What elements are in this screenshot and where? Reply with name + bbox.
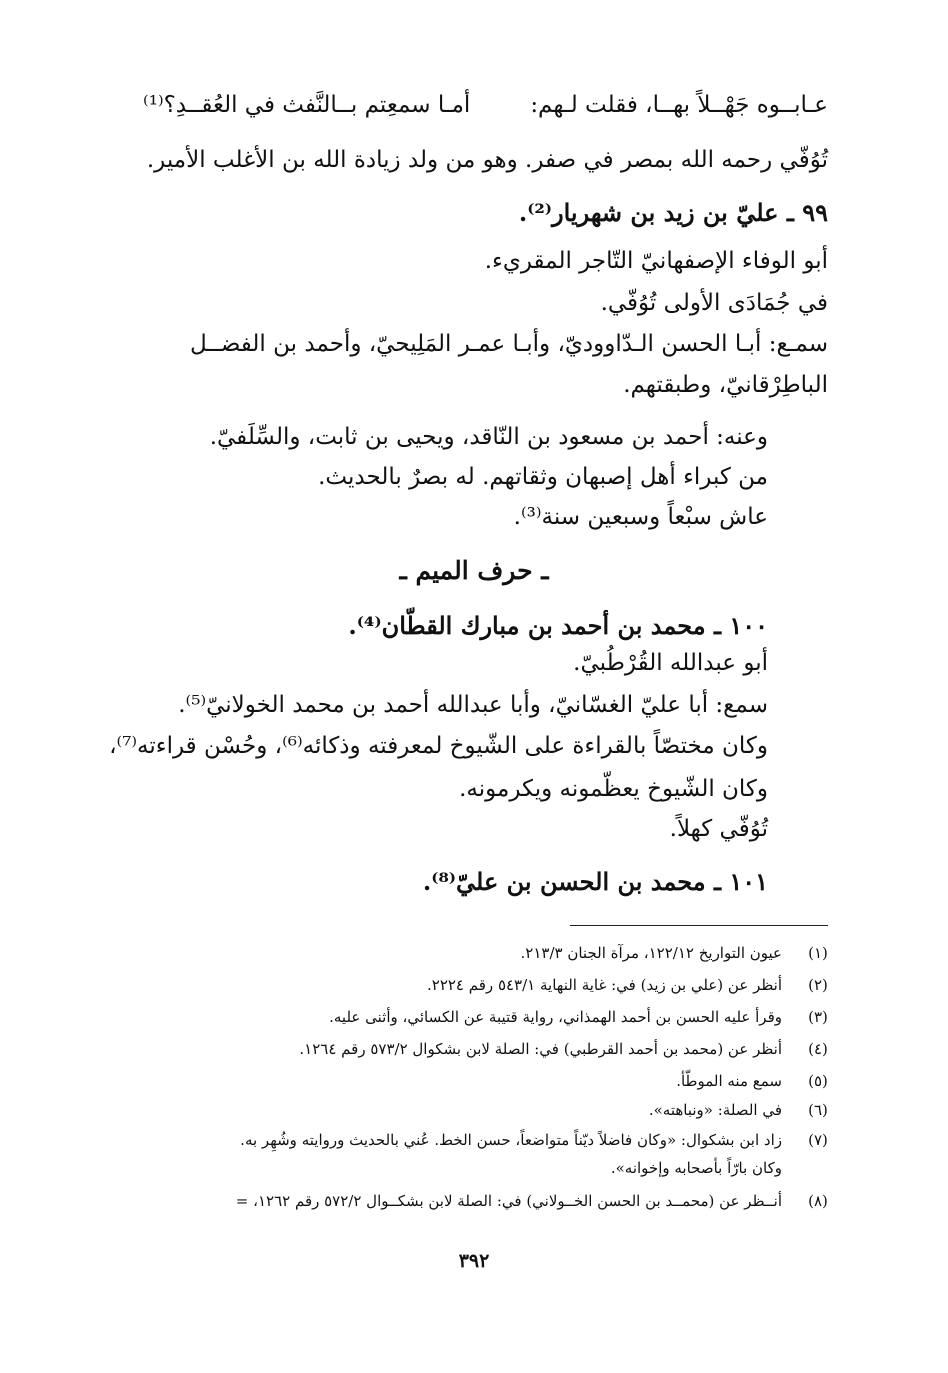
entry-heading: ١٠١ ـ محمد بن الحسن بن عليّ⁽⁸⁾. xyxy=(422,867,768,896)
body-line: وكان مختصّاً بالقراءة على الشّيوخ لمعرفته وذكائه⁽⁶⁾، وحُسْن قراءته⁽⁷⁾، xyxy=(109,733,768,759)
footnote-number: (٦) xyxy=(808,1101,828,1119)
page-number: ٣٩٢ xyxy=(458,1250,490,1272)
footnote-text: أنــظر عن (محمــد بن الحسن الخــولاني) في: الصلة لابن بشكــوال ٥٧٢/٢ رقم ١٢٦٢، = xyxy=(235,1192,782,1210)
footnote-text: سمع منه الموطّأ. xyxy=(676,1072,782,1090)
body-line: وعنه: أحمد بن مسعود بن النّاقد، ويحيى بن ثابت، والسِّلَفيّ. xyxy=(209,424,768,450)
footnote-text: أنظر عن (علي بن زيد) في: غاية النهاية ٥٤٣/١ رقم ٢٢٢٤. xyxy=(426,976,782,994)
body-line: وكان الشّيوخ يعظّمونه ويكرمونه. xyxy=(459,776,768,802)
entry-heading: ٩٩ ـ عليّ بن زيد بن شهريار⁽²⁾. xyxy=(518,198,828,227)
footnote-text: أنظر عن (محمد بن أحمد القرطبي) في: الصلة لابن بشكوال ٥٧٣/٢ رقم ١٢٦٤. xyxy=(299,1040,782,1058)
footnote-number: (٣) xyxy=(808,1008,828,1026)
footnote-text: زاد ابن بشكوال: «وكان فاضلاً ديّناً متواضعاً، حسن الخط. عُني بالحديث وروايته وشُهِر به. xyxy=(240,1131,782,1149)
verse-second-hemistich: أمـا سمعِتم بــالنَّفث في العُقــدِ؟⁽¹⁾ xyxy=(143,92,471,118)
footnote-number: (٧) xyxy=(808,1131,828,1149)
verse-line xyxy=(143,92,828,120)
footnote-text: في الصلة: «ونباهته». xyxy=(648,1101,782,1119)
entry-heading: ١٠٠ ـ محمد بن أحمد بن مبارك القطّان⁽⁴⁾. xyxy=(348,611,768,640)
footnote-separator xyxy=(570,925,828,926)
body-line: من كبراء أهل إصبهان وثقاتهم. له بصرٌ بالحديث. xyxy=(318,464,768,490)
footnote-number: (٥) xyxy=(808,1072,828,1090)
footnote-text: عيون التواريخ ١٢٢/١٢، مرآة الجنان ٢١٣/٣. xyxy=(520,944,782,962)
body-line: سمـع: أبـا الحسن الـدّاووديّ، وأبـا عمـر المَلِيحيّ، وأحمد بن الفضــل xyxy=(189,331,828,357)
footnote-number: (٨) xyxy=(808,1192,828,1210)
footnote-number: (٤) xyxy=(808,1040,828,1058)
footnote-number: (١) xyxy=(808,944,828,962)
body-line: تُوُفّي كهلاً. xyxy=(669,816,768,842)
body-line: سمع: أبا عليّ الغسّانيّ، وأبا عبدالله أحمد بن محمد الخولانيّ⁽⁵⁾. xyxy=(178,692,768,718)
body-line: عاش سبْعاً وسبعين سنة⁽³⁾. xyxy=(513,504,768,530)
verse-first-hemistich: عـابــوه جَهْــلاً بهــا، فقلت لـهم: xyxy=(530,92,828,118)
footnote-text: وقرأ عليه الحسن بن أحمد الهمذاني، رواية قتيبة عن الكسائي، وأثنى عليه. xyxy=(329,1008,782,1026)
section-heading: ـ حرف الميم ـ xyxy=(399,556,549,585)
body-line: أبو الوفاء الإصفهانيّ التّاجر المقريء. xyxy=(484,248,828,274)
footnote-number: (٢) xyxy=(808,976,828,994)
footnote-text: وكان بارّاً بأصحابه وإخوانه». xyxy=(610,1159,782,1177)
body-line: أبو عبدالله القُرْطُبيّ. xyxy=(573,650,768,676)
body-line: في جُمَادَى الأولى تُوُفّي. xyxy=(600,290,828,316)
body-line: الباطِرْقانيّ، وطبقتهم. xyxy=(623,372,828,398)
body-line: تُوُفّي رحمه الله بمصر في صفر. وهو من ولد زيادة الله بن الأغلب الأمير. xyxy=(146,147,828,173)
